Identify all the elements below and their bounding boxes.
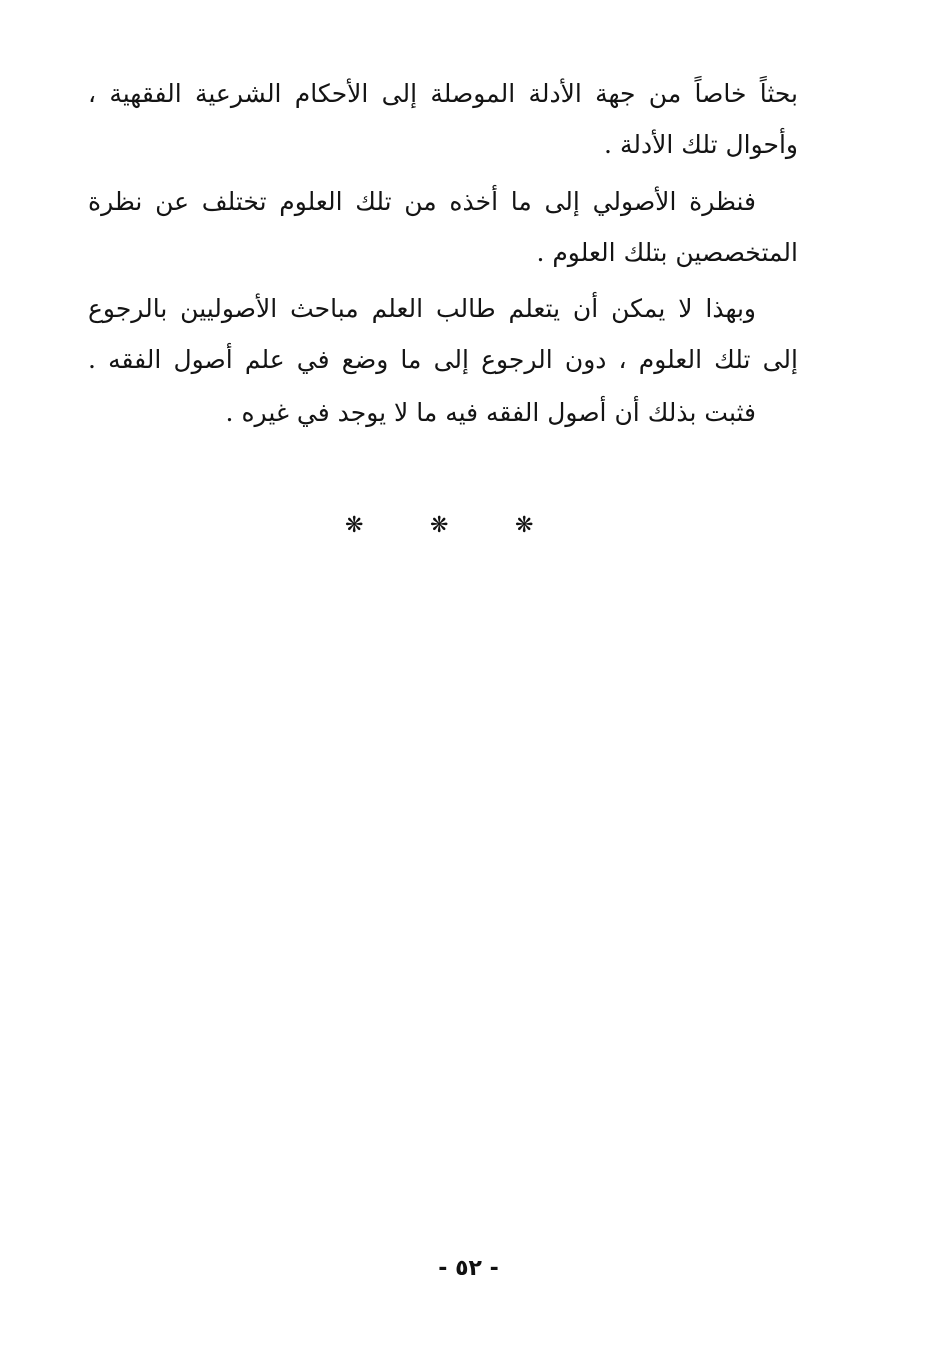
paragraph-1-line-2: وأحوال تلك الأدلة . xyxy=(604,130,798,159)
paragraph-4 xyxy=(88,387,798,438)
paragraph-4-line-1: فثبت بذلك أن أصول الفقه فيه ما لا يوجد في غيره . xyxy=(225,398,756,427)
section-separator xyxy=(0,506,937,546)
paragraph-1 xyxy=(88,68,798,170)
asterism-star-icon: ❋ xyxy=(430,513,449,538)
paragraph-3 xyxy=(88,283,798,385)
page-number: - ٥٢ - xyxy=(438,1256,499,1281)
paragraph-2-line-1: فنظرة الأصولي إلى ما أخذه من تلك العلوم تختلف عن نظرة xyxy=(88,187,756,216)
asterism-star-icon: ❋ xyxy=(345,513,364,538)
paragraph-2 xyxy=(88,176,798,278)
asterism-star-icon: ❋ xyxy=(515,513,534,538)
paragraph-3-line-1: وبهذا لا يمكن أن يتعلم طالب العلم مباحث الأصوليين بالرجوع xyxy=(88,294,756,323)
paragraph-1-line-1: بحثاً خاصاً من جهة الأدلة الموصلة إلى الأحكام الشرعية الفقهية ، xyxy=(88,79,798,108)
paragraph-2-line-2: المتخصصين بتلك العلوم . xyxy=(536,238,798,267)
paragraph-3-line-2: إلى تلك العلوم ، دون الرجوع إلى ما وضع في علم أصول الفقه . xyxy=(88,345,798,374)
